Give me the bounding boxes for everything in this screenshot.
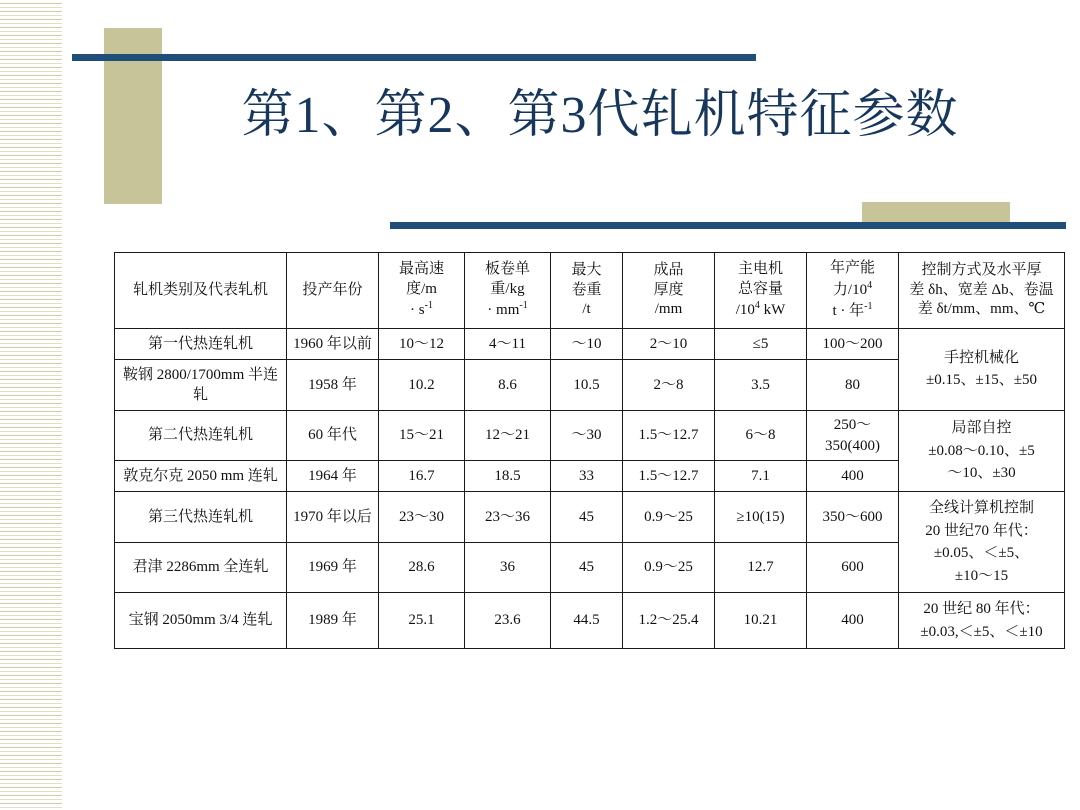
cell-speed: 23～30 [379, 492, 465, 543]
left-band-edge [62, 0, 65, 810]
cell-category: 第一代热连轧机 [115, 328, 287, 359]
cell-coil-unit-weight: 18.5 [465, 460, 551, 491]
cell-year: 1989 年 [287, 593, 379, 649]
cell-thickness: 0.9～25 [623, 492, 715, 543]
cell-control-mode [899, 411, 1065, 492]
cell-annual-capacity: 250～350(400) [807, 411, 899, 461]
control-line-3: ～10、±30 [947, 465, 1016, 482]
control-line-1: 全线计算机控制 [928, 500, 1034, 516]
table-row [115, 492, 1065, 543]
cell-motor-power: 3.5 [715, 359, 807, 411]
cell-speed: 16.7 [379, 460, 465, 491]
cell-max-coil-weight: 33 [551, 460, 623, 491]
control-line-2: 20 世纪70 年代： [925, 522, 1038, 539]
cell-control-mode [899, 593, 1065, 649]
cell-category: 第二代热连轧机 [115, 411, 287, 461]
cell-max-coil-weight: ～30 [551, 411, 623, 461]
cell-motor-power: ≥10(15) [715, 492, 807, 543]
cell-control-mode [899, 328, 1065, 411]
cell-annual-capacity: 600 [807, 542, 899, 593]
control-line-2: ±0.08～0.10、±5 [928, 442, 1035, 459]
cell-motor-power: 10.21 [715, 593, 807, 649]
header-label: 轧机类别及代表轧机 [132, 281, 268, 298]
header-cell-annual-capacity: 年产能 力$/10^4$ t · 年$^{-1}$ [807, 253, 899, 329]
cell-max-coil-weight: 44.5 [551, 593, 623, 649]
cell-year: 1970 年以后 [287, 492, 379, 543]
title-accent-block-right [862, 202, 1010, 224]
cell-coil-unit-weight: 4～11 [465, 328, 551, 359]
header-cell-control-mode: 控制方式及水平厚 差 δh、宽差 Δb、卷温 差 δt/mm、mm、℃ [899, 253, 1065, 329]
control-line-4: ±10～15 [954, 567, 1009, 584]
cell-coil-unit-weight: 8.6 [465, 359, 551, 411]
table-header-row [115, 253, 1065, 329]
cell-year: 1964 年 [287, 460, 379, 491]
cell-thickness: 1.5～12.7 [623, 460, 715, 491]
header-cell-max-coil-weight: 最大 卷重 /t [551, 253, 623, 329]
cell-coil-unit-weight: 23～36 [465, 492, 551, 543]
cell-year: 1969 年 [287, 542, 379, 593]
cell-category: 鞍钢 2800/1700mm 半连轧 [115, 359, 287, 411]
header-cell-speed: 最高速 度/m · $s^{-1}$ [379, 253, 465, 329]
cell-thickness: 1.2～25.4 [623, 593, 715, 649]
cell-year: 60 年代 [287, 411, 379, 461]
control-line-1: 20 世纪 80 年代： [923, 601, 1040, 617]
cell-motor-power: ≤5 [715, 328, 807, 359]
cell-coil-unit-weight: 36 [465, 542, 551, 593]
cell-annual-capacity: 400 [807, 460, 899, 491]
cell-motor-power: 6～8 [715, 411, 807, 461]
cell-speed: 10.2 [379, 359, 465, 411]
table-row [115, 411, 1065, 461]
control-line-2: ±0.15、±15、±50 [926, 372, 1037, 389]
spec-table [114, 252, 1065, 649]
cell-coil-unit-weight: 12～21 [465, 411, 551, 461]
cell-thickness: 2～8 [623, 359, 715, 411]
header-cell-thickness: 成品 厚度 /mm [623, 253, 715, 329]
header-cell-coil-unit-weight: 板卷单 重/kg · $mm^{-1}$ [465, 253, 551, 329]
cell-motor-power: 12.7 [715, 542, 807, 593]
cell-motor-power: 7.1 [715, 460, 807, 491]
left-decorative-band [0, 0, 62, 810]
spec-table-container [114, 252, 1064, 649]
cell-max-coil-weight: 10.5 [551, 359, 623, 411]
cell-thickness: 1.5～12.7 [623, 411, 715, 461]
cell-control-mode [899, 492, 1065, 593]
cell-category: 敦克尔克 2050 mm 连轧 [115, 460, 287, 491]
table-row [115, 593, 1065, 649]
header-label: 投产年份 [302, 281, 363, 298]
cell-year: 1958 年 [287, 359, 379, 411]
cell-speed: 10～12 [379, 328, 465, 359]
control-line-3: ±0.05、＜±5、 [933, 545, 1030, 561]
title-rule-top [72, 54, 756, 61]
cell-speed: 28.6 [379, 542, 465, 593]
cell-category: 宝钢 2050mm 3/4 连轧 [115, 593, 287, 649]
cell-annual-capacity: 100～200 [807, 328, 899, 359]
cell-max-coil-weight: 45 [551, 542, 623, 593]
cell-thickness: 0.9～25 [623, 542, 715, 593]
page-title: 第1、第2、第3代轧机特征参数 [241, 87, 959, 144]
control-line-2: ±0.03,＜±5、＜±10 [920, 623, 1043, 640]
control-line-1: 局部自控 [951, 420, 1012, 437]
cell-annual-capacity: 80 [807, 359, 899, 411]
header-cell-motor-power: 主电机 总容量 $/10^4$ kW [715, 253, 807, 329]
cell-coil-unit-weight: 23.6 [465, 593, 551, 649]
header-cell-year [287, 253, 379, 329]
title-rule-bottom [390, 222, 1066, 229]
cell-speed: 15～21 [379, 411, 465, 461]
cell-category: 第三代热连轧机 [115, 492, 287, 543]
cell-year: 1960 年以前 [287, 328, 379, 359]
cell-annual-capacity: 350～600 [807, 492, 899, 543]
control-line-1: 手控机械化 [943, 349, 1019, 366]
cell-thickness: 2～10 [623, 328, 715, 359]
cell-annual-capacity: 400 [807, 593, 899, 649]
table-row [115, 328, 1065, 359]
cell-speed: 25.1 [379, 593, 465, 649]
header-cell-category [115, 253, 287, 329]
cell-max-coil-weight: 45 [551, 492, 623, 543]
cell-category: 君津 2286mm 全连轧 [115, 542, 287, 593]
cell-max-coil-weight: ～10 [551, 328, 623, 359]
